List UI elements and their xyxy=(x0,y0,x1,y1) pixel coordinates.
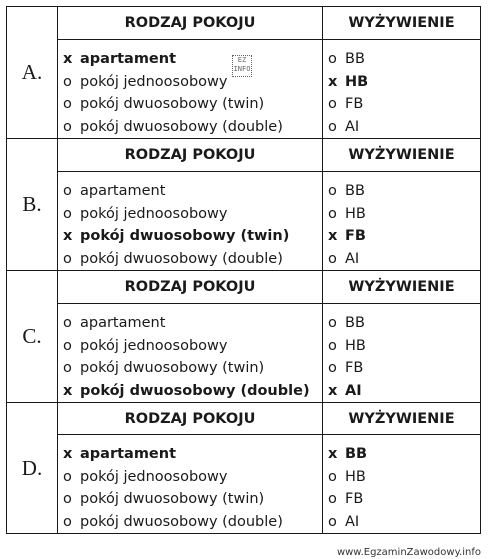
room-option: o pokój dwuosobowy (twin) xyxy=(63,360,265,376)
meal-option: x AI xyxy=(328,382,362,399)
room-option: o pokój dwuosobowy (twin) xyxy=(63,96,265,112)
room-type-column xyxy=(58,271,323,402)
option-block-b xyxy=(7,139,480,271)
meal-option: o FB xyxy=(328,96,364,112)
meal-plan-column xyxy=(323,403,480,533)
meal-option: o AI xyxy=(328,118,360,135)
option-letter: B. xyxy=(7,139,58,270)
meal-option: x HB xyxy=(328,73,369,90)
room-option: o apartament xyxy=(63,315,166,331)
room-option: o pokój jednoosobowy xyxy=(63,337,228,354)
room-option: o apartament xyxy=(63,183,166,199)
room-type-column xyxy=(58,7,323,138)
room-option: x pokój dwuosobowy (twin) xyxy=(63,228,290,244)
meal-plan-header: WYŻYWIENIE xyxy=(323,7,480,40)
option-letter: C. xyxy=(7,271,58,402)
room-option: o pokój jednoosobowy xyxy=(63,73,228,90)
room-option: o pokój jednoosobowy xyxy=(63,468,228,485)
meal-option: o HB xyxy=(328,205,366,222)
meal-plan-header: WYŻYWIENIE xyxy=(323,139,480,172)
room-type-header: RODZAJ POKOJU xyxy=(58,139,322,172)
option-letter: A. xyxy=(7,7,58,138)
meal-option: o FB xyxy=(328,360,364,376)
room-type-header: RODZAJ POKOJU xyxy=(58,7,322,40)
meal-option: o BB xyxy=(328,183,365,199)
room-option: o pokój dwuosobowy (double) xyxy=(63,513,283,530)
site-watermark: www.EgzaminZawodowy.info xyxy=(336,547,481,558)
meal-plan-column xyxy=(323,7,480,138)
room-option: o pokój dwuosobowy (double) xyxy=(63,118,283,135)
room-option: x pokój dwuosobowy (double) xyxy=(63,382,310,399)
meal-option: o AI xyxy=(328,513,360,530)
meal-option: x BB xyxy=(328,446,368,462)
meal-option: x FB xyxy=(328,228,366,244)
meal-plan-header: WYŻYWIENIE xyxy=(323,271,480,304)
room-type-column xyxy=(58,403,323,533)
room-type-header: RODZAJ POKOJU xyxy=(58,403,322,435)
ez-info-stamp-icon: EZ INFO xyxy=(232,55,252,77)
room-type-header: RODZAJ POKOJU xyxy=(58,271,322,304)
meal-plan-column xyxy=(323,139,480,270)
option-block-d xyxy=(7,403,480,533)
room-type-column xyxy=(58,139,323,270)
meal-option: o FB xyxy=(328,491,364,507)
room-option: x apartament xyxy=(63,51,177,67)
meal-plan-header: WYŻYWIENIE xyxy=(323,403,480,435)
room-option: o pokój dwuosobowy (twin) xyxy=(63,491,265,507)
options-table xyxy=(6,6,481,534)
meal-option: o AI xyxy=(328,250,360,267)
meal-option: o BB xyxy=(328,51,365,67)
option-letter: D. xyxy=(7,403,58,533)
meal-option: o HB xyxy=(328,468,366,485)
meal-plan-column xyxy=(323,271,480,402)
meal-option: o BB xyxy=(328,315,365,331)
room-option: o pokój dwuosobowy (double) xyxy=(63,250,283,267)
meal-option: o HB xyxy=(328,337,366,354)
option-block-c xyxy=(7,271,480,403)
room-option: o pokój jednoosobowy xyxy=(63,205,228,222)
room-option: x apartament xyxy=(63,446,177,462)
